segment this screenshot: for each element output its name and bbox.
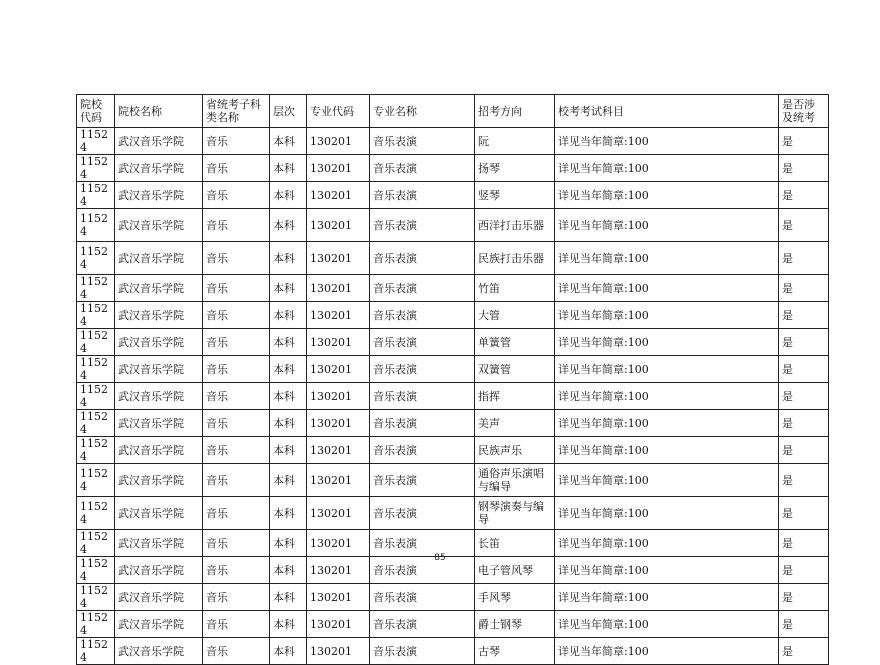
cell-major-name: 音乐表演 bbox=[370, 182, 475, 209]
cell-subject-category: 音乐 bbox=[203, 329, 270, 356]
cell-major-code: 130201 bbox=[307, 302, 370, 329]
cell-school-name: 武汉音乐学院 bbox=[115, 329, 203, 356]
cell-major-name: 音乐表演 bbox=[370, 497, 475, 530]
cell-school-code: 11524 bbox=[77, 182, 115, 209]
cell-exam-subject: 详见当年简章:100 bbox=[555, 437, 779, 464]
table-row bbox=[77, 209, 829, 242]
cell-major-code: 130201 bbox=[307, 155, 370, 182]
cell-school-code: 11524 bbox=[77, 437, 115, 464]
header-major-name: 专业名称 bbox=[370, 95, 475, 128]
cell-direction: 美声 bbox=[475, 410, 555, 437]
table-row bbox=[77, 356, 829, 383]
cell-joint-exam: 是 bbox=[779, 437, 829, 464]
cell-school-name: 武汉音乐学院 bbox=[115, 611, 203, 638]
cell-subject-category: 音乐 bbox=[203, 356, 270, 383]
cell-school-name: 武汉音乐学院 bbox=[115, 128, 203, 155]
cell-exam-subject: 详见当年简章:100 bbox=[555, 638, 779, 665]
cell-exam-subject: 详见当年简章:100 bbox=[555, 497, 779, 530]
header-subject-category: 省统考子科类名称 bbox=[203, 95, 270, 128]
cell-major-code: 130201 bbox=[307, 128, 370, 155]
cell-joint-exam: 是 bbox=[779, 530, 829, 557]
cell-subject-category: 音乐 bbox=[203, 182, 270, 209]
cell-school-code: 11524 bbox=[77, 497, 115, 530]
cell-exam-subject: 详见当年简章:100 bbox=[555, 410, 779, 437]
cell-exam-subject: 详见当年简章:100 bbox=[555, 209, 779, 242]
cell-level: 本科 bbox=[270, 275, 307, 302]
cell-major-name: 音乐表演 bbox=[370, 329, 475, 356]
header-school-code: 院校代码 bbox=[77, 95, 115, 128]
cell-school-name: 武汉音乐学院 bbox=[115, 242, 203, 275]
cell-subject-category: 音乐 bbox=[203, 638, 270, 665]
page-number: 85 bbox=[434, 553, 446, 563]
cell-level: 本科 bbox=[270, 209, 307, 242]
cell-exam-subject: 详见当年简章:100 bbox=[555, 530, 779, 557]
cell-major-code: 130201 bbox=[307, 638, 370, 665]
cell-subject-category: 音乐 bbox=[203, 410, 270, 437]
cell-major-name: 音乐表演 bbox=[370, 437, 475, 464]
cell-school-name: 武汉音乐学院 bbox=[115, 530, 203, 557]
cell-level: 本科 bbox=[270, 302, 307, 329]
cell-joint-exam: 是 bbox=[779, 584, 829, 611]
cell-major-code: 130201 bbox=[307, 356, 370, 383]
cell-direction: 爵士钢琴 bbox=[475, 611, 555, 638]
table-row bbox=[77, 584, 829, 611]
cell-exam-subject: 详见当年简章:100 bbox=[555, 242, 779, 275]
table-row bbox=[77, 497, 829, 530]
cell-school-code: 11524 bbox=[77, 383, 115, 410]
table-row bbox=[77, 155, 829, 182]
cell-school-code: 11524 bbox=[77, 242, 115, 275]
cell-subject-category: 音乐 bbox=[203, 464, 270, 497]
cell-major-name: 音乐表演 bbox=[370, 611, 475, 638]
cell-joint-exam: 是 bbox=[779, 329, 829, 356]
cell-level: 本科 bbox=[270, 557, 307, 584]
cell-level: 本科 bbox=[270, 584, 307, 611]
table-row bbox=[77, 437, 829, 464]
cell-joint-exam: 是 bbox=[779, 275, 829, 302]
cell-major-name: 音乐表演 bbox=[370, 128, 475, 155]
cell-direction: 大管 bbox=[475, 302, 555, 329]
cell-joint-exam: 是 bbox=[779, 383, 829, 410]
cell-subject-category: 音乐 bbox=[203, 128, 270, 155]
cell-school-code: 11524 bbox=[77, 410, 115, 437]
cell-direction: 西洋打击乐器 bbox=[475, 209, 555, 242]
cell-school-name: 武汉音乐学院 bbox=[115, 464, 203, 497]
cell-school-name: 武汉音乐学院 bbox=[115, 302, 203, 329]
cell-level: 本科 bbox=[270, 329, 307, 356]
cell-major-code: 130201 bbox=[307, 209, 370, 242]
cell-subject-category: 音乐 bbox=[203, 242, 270, 275]
cell-exam-subject: 详见当年简章:100 bbox=[555, 356, 779, 383]
cell-major-name: 音乐表演 bbox=[370, 584, 475, 611]
cell-school-code: 11524 bbox=[77, 530, 115, 557]
cell-school-code: 11524 bbox=[77, 128, 115, 155]
cell-school-name: 武汉音乐学院 bbox=[115, 209, 203, 242]
cell-major-name: 音乐表演 bbox=[370, 275, 475, 302]
cell-direction: 长笛 bbox=[475, 530, 555, 557]
cell-level: 本科 bbox=[270, 383, 307, 410]
cell-joint-exam: 是 bbox=[779, 182, 829, 209]
table-row bbox=[77, 464, 829, 497]
cell-school-name: 武汉音乐学院 bbox=[115, 497, 203, 530]
cell-level: 本科 bbox=[270, 242, 307, 275]
cell-school-code: 11524 bbox=[77, 209, 115, 242]
cell-joint-exam: 是 bbox=[779, 410, 829, 437]
cell-exam-subject: 详见当年简章:100 bbox=[555, 611, 779, 638]
cell-subject-category: 音乐 bbox=[203, 302, 270, 329]
cell-level: 本科 bbox=[270, 464, 307, 497]
cell-exam-subject: 详见当年简章:100 bbox=[555, 584, 779, 611]
cell-major-name: 音乐表演 bbox=[370, 155, 475, 182]
cell-school-code: 11524 bbox=[77, 329, 115, 356]
cell-joint-exam: 是 bbox=[779, 209, 829, 242]
cell-direction: 扬琴 bbox=[475, 155, 555, 182]
cell-major-code: 130201 bbox=[307, 182, 370, 209]
cell-subject-category: 音乐 bbox=[203, 383, 270, 410]
cell-major-code: 130201 bbox=[307, 611, 370, 638]
cell-level: 本科 bbox=[270, 437, 307, 464]
table-row bbox=[77, 275, 829, 302]
cell-major-code: 130201 bbox=[307, 530, 370, 557]
cell-major-code: 130201 bbox=[307, 464, 370, 497]
cell-subject-category: 音乐 bbox=[203, 497, 270, 530]
cell-major-name: 音乐表演 bbox=[370, 464, 475, 497]
cell-joint-exam: 是 bbox=[779, 302, 829, 329]
cell-exam-subject: 详见当年简章:100 bbox=[555, 302, 779, 329]
cell-school-code: 11524 bbox=[77, 464, 115, 497]
cell-direction: 竹笛 bbox=[475, 275, 555, 302]
cell-school-name: 武汉音乐学院 bbox=[115, 356, 203, 383]
cell-exam-subject: 详见当年简章:100 bbox=[555, 128, 779, 155]
cell-major-name: 音乐表演 bbox=[370, 557, 475, 584]
cell-level: 本科 bbox=[270, 155, 307, 182]
cell-joint-exam: 是 bbox=[779, 356, 829, 383]
cell-joint-exam: 是 bbox=[779, 638, 829, 665]
cell-joint-exam: 是 bbox=[779, 155, 829, 182]
cell-exam-subject: 详见当年简章:100 bbox=[555, 557, 779, 584]
cell-joint-exam: 是 bbox=[779, 242, 829, 275]
table-row bbox=[77, 182, 829, 209]
header-row bbox=[77, 95, 829, 128]
cell-major-name: 音乐表演 bbox=[370, 209, 475, 242]
cell-exam-subject: 详见当年简章:100 bbox=[555, 182, 779, 209]
cell-major-code: 130201 bbox=[307, 410, 370, 437]
cell-school-code: 11524 bbox=[77, 611, 115, 638]
table-row bbox=[77, 611, 829, 638]
cell-major-code: 130201 bbox=[307, 584, 370, 611]
cell-subject-category: 音乐 bbox=[203, 557, 270, 584]
cell-major-code: 130201 bbox=[307, 383, 370, 410]
table-row bbox=[77, 638, 829, 665]
table-row bbox=[77, 329, 829, 356]
cell-major-code: 130201 bbox=[307, 497, 370, 530]
cell-exam-subject: 详见当年简章:100 bbox=[555, 275, 779, 302]
table-row bbox=[77, 410, 829, 437]
header-direction: 招考方向 bbox=[475, 95, 555, 128]
cell-school-code: 11524 bbox=[77, 557, 115, 584]
cell-major-code: 130201 bbox=[307, 557, 370, 584]
cell-level: 本科 bbox=[270, 611, 307, 638]
cell-joint-exam: 是 bbox=[779, 464, 829, 497]
cell-joint-exam: 是 bbox=[779, 128, 829, 155]
cell-school-code: 11524 bbox=[77, 155, 115, 182]
admissions-table bbox=[76, 94, 829, 665]
table-row bbox=[77, 128, 829, 155]
table-row bbox=[77, 302, 829, 329]
cell-joint-exam: 是 bbox=[779, 497, 829, 530]
cell-subject-category: 音乐 bbox=[203, 584, 270, 611]
cell-subject-category: 音乐 bbox=[203, 611, 270, 638]
cell-exam-subject: 详见当年简章:100 bbox=[555, 383, 779, 410]
cell-direction: 电子管风琴 bbox=[475, 557, 555, 584]
cell-school-code: 11524 bbox=[77, 356, 115, 383]
table-row bbox=[77, 383, 829, 410]
cell-level: 本科 bbox=[270, 497, 307, 530]
header-joint-exam: 是否涉及统考 bbox=[779, 95, 829, 128]
cell-major-name: 音乐表演 bbox=[370, 410, 475, 437]
cell-school-name: 武汉音乐学院 bbox=[115, 155, 203, 182]
cell-level: 本科 bbox=[270, 410, 307, 437]
cell-direction: 指挥 bbox=[475, 383, 555, 410]
cell-major-name: 音乐表演 bbox=[370, 242, 475, 275]
cell-major-code: 130201 bbox=[307, 275, 370, 302]
cell-school-name: 武汉音乐学院 bbox=[115, 410, 203, 437]
header-major-code: 专业代码 bbox=[307, 95, 370, 128]
cell-direction: 民族声乐 bbox=[475, 437, 555, 464]
cell-exam-subject: 详见当年简章:100 bbox=[555, 155, 779, 182]
cell-direction: 钢琴演奏与编导 bbox=[475, 497, 555, 530]
cell-major-code: 130201 bbox=[307, 329, 370, 356]
cell-level: 本科 bbox=[270, 128, 307, 155]
cell-direction: 民族打击乐器 bbox=[475, 242, 555, 275]
cell-major-name: 音乐表演 bbox=[370, 638, 475, 665]
cell-major-code: 130201 bbox=[307, 242, 370, 275]
cell-level: 本科 bbox=[270, 182, 307, 209]
cell-exam-subject: 详见当年简章:100 bbox=[555, 464, 779, 497]
cell-subject-category: 音乐 bbox=[203, 209, 270, 242]
cell-major-name: 音乐表演 bbox=[370, 530, 475, 557]
cell-school-code: 11524 bbox=[77, 584, 115, 611]
cell-direction: 手风琴 bbox=[475, 584, 555, 611]
cell-school-name: 武汉音乐学院 bbox=[115, 584, 203, 611]
cell-school-code: 11524 bbox=[77, 638, 115, 665]
table-body bbox=[77, 95, 829, 665]
cell-school-name: 武汉音乐学院 bbox=[115, 182, 203, 209]
cell-school-name: 武汉音乐学院 bbox=[115, 437, 203, 464]
cell-school-name: 武汉音乐学院 bbox=[115, 383, 203, 410]
cell-major-name: 音乐表演 bbox=[370, 356, 475, 383]
cell-school-code: 11524 bbox=[77, 275, 115, 302]
cell-subject-category: 音乐 bbox=[203, 530, 270, 557]
cell-joint-exam: 是 bbox=[779, 557, 829, 584]
cell-level: 本科 bbox=[270, 638, 307, 665]
cell-direction: 单簧管 bbox=[475, 329, 555, 356]
cell-school-name: 武汉音乐学院 bbox=[115, 557, 203, 584]
cell-joint-exam: 是 bbox=[779, 611, 829, 638]
header-school-name: 院校名称 bbox=[115, 95, 203, 128]
cell-school-code: 11524 bbox=[77, 302, 115, 329]
cell-subject-category: 音乐 bbox=[203, 275, 270, 302]
cell-direction: 双簧管 bbox=[475, 356, 555, 383]
cell-exam-subject: 详见当年简章:100 bbox=[555, 329, 779, 356]
header-level: 层次 bbox=[270, 95, 307, 128]
cell-subject-category: 音乐 bbox=[203, 155, 270, 182]
header-exam-subject: 校考考试科目 bbox=[555, 95, 779, 128]
cell-major-name: 音乐表演 bbox=[370, 302, 475, 329]
cell-major-name: 音乐表演 bbox=[370, 383, 475, 410]
cell-direction: 通俗声乐演唱与编导 bbox=[475, 464, 555, 497]
cell-subject-category: 音乐 bbox=[203, 437, 270, 464]
cell-level: 本科 bbox=[270, 356, 307, 383]
table-row bbox=[77, 242, 829, 275]
cell-school-name: 武汉音乐学院 bbox=[115, 275, 203, 302]
cell-major-code: 130201 bbox=[307, 437, 370, 464]
cell-level: 本科 bbox=[270, 530, 307, 557]
cell-direction: 阮 bbox=[475, 128, 555, 155]
cell-direction: 古琴 bbox=[475, 638, 555, 665]
cell-direction: 竖琴 bbox=[475, 182, 555, 209]
cell-school-name: 武汉音乐学院 bbox=[115, 638, 203, 665]
